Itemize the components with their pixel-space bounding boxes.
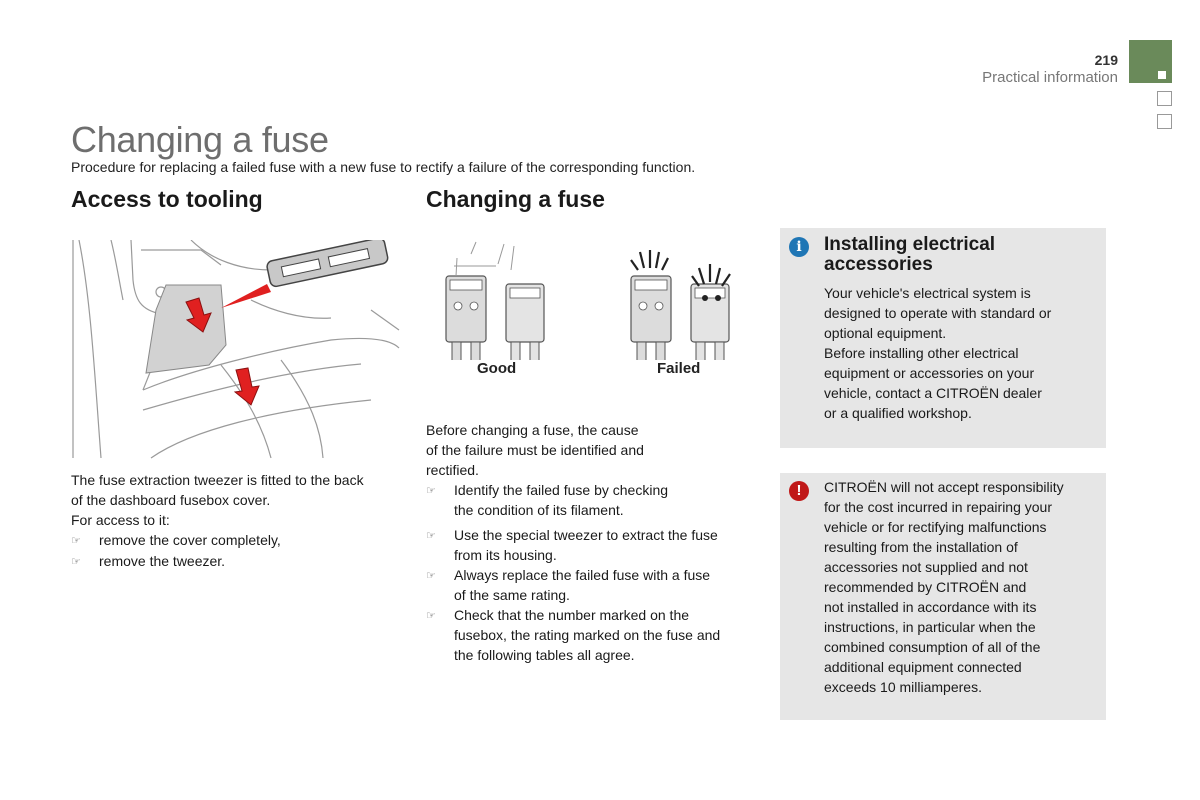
bullet-item [426,480,756,520]
pointer-icon: ☞ [426,610,436,622]
warning-line: instructions, in particular when the [824,619,1036,635]
info-icon: i [789,237,809,257]
warning-line: resulting from the installation of [824,539,1018,555]
access-text-line: of the dashboard fusebox cover. [71,492,271,508]
info-line: Before installing other electrical [824,345,1019,361]
bullet-item [426,565,756,605]
change-intro-line: of the failure must be identified and [426,442,644,458]
warning-line: accessories not supplied and not [824,559,1028,575]
warning-line: CITROËN will not accept responsibility [824,479,1064,495]
bullet-text: remove the cover completely, [99,532,281,548]
fuse-comparison-illustration [426,240,756,360]
pointer-icon: ☞ [71,556,81,568]
bullet-text: Check that the number marked on the [454,607,690,623]
bullet-text: Use the special tweezer to extract the fuse [454,527,718,543]
pointer-icon: ☞ [71,535,81,547]
page-number: 219 [1094,52,1118,68]
info-line: equipment or accessories on your [824,365,1035,381]
bullet-text: from its housing. [454,547,557,563]
bullet-text: the condition of its filament. [454,502,624,518]
bullet-item [426,525,756,565]
info-panel-body [824,283,1094,423]
tab-marker [1158,71,1166,79]
access-text-line: The fuse extraction tweezer is fitted to the back [71,472,364,488]
warning-line: vehicle or for rectifying malfunctions [824,519,1047,535]
warning-line: exceeds 10 milliamperes. [824,679,982,695]
pointer-icon: ☞ [426,485,436,497]
access-text-line: For access to it: [71,512,170,528]
warning-line: for the cost incurred in repairing your [824,499,1052,515]
access-tooling-heading: Access to tooling [71,186,263,212]
bullet-item [71,530,401,551]
page-title: Changing a fuse [71,119,329,160]
pointer-icon: ☞ [426,570,436,582]
info-line: vehicle, contact a CITROËN dealer [824,385,1042,401]
change-intro-line: Before changing a fuse, the cause [426,422,639,438]
warning-line: not installed in accordance with its [824,599,1037,615]
bullet-text: of the same rating. [454,587,570,603]
info-line: or a qualified workshop. [824,405,972,421]
bullet-text: the following tables all agree. [454,647,635,663]
access-tooling-text [71,470,401,572]
chapter-tab [1157,114,1172,129]
dashboard-fusebox-illustration [71,240,401,460]
pointer-icon: ☞ [426,530,436,542]
fuse-good-label: Good [477,360,517,377]
section-name: Practical information [982,69,1118,86]
info-line: optional equipment. [824,325,947,341]
warning-line: additional equipment connected [824,659,1022,675]
info-line: designed to operate with standard or [824,305,1052,321]
warning-panel [780,473,1106,720]
bullet-text: remove the tweezer. [99,553,226,569]
bullet-item [71,551,401,572]
bullet-text: fusebox, the rating marked on the fuse and [454,627,721,643]
warning-line: combined consumption of all of the [824,639,1041,655]
bullet-text: Always replace the failed fuse with a fuse [454,567,711,583]
warning-panel-body [824,477,1099,697]
chapter-tab-active [1129,40,1172,83]
chapter-tab [1157,91,1172,106]
bullet-item [426,605,756,665]
warning-icon: ! [789,481,809,501]
fuse-failed-label: Failed [657,360,701,377]
warning-line: recommended by CITROËN and [824,579,1027,595]
intro-text: Procedure for replacing a failed fuse with a new fuse to rectify a failure of the corresponding function. [71,159,696,175]
info-line: Your vehicle's electrical system is [824,285,1031,301]
changing-fuse-text [426,420,756,665]
bullet-text: Identify the failed fuse by checking [454,482,669,498]
info-panel [780,228,1106,448]
info-panel-title [824,235,995,275]
info-title-line: Installing electrical [824,234,996,255]
changing-fuse-heading: Changing a fuse [426,186,605,212]
change-intro-line: rectified. [426,462,479,478]
info-title-line: accessories [824,254,933,275]
